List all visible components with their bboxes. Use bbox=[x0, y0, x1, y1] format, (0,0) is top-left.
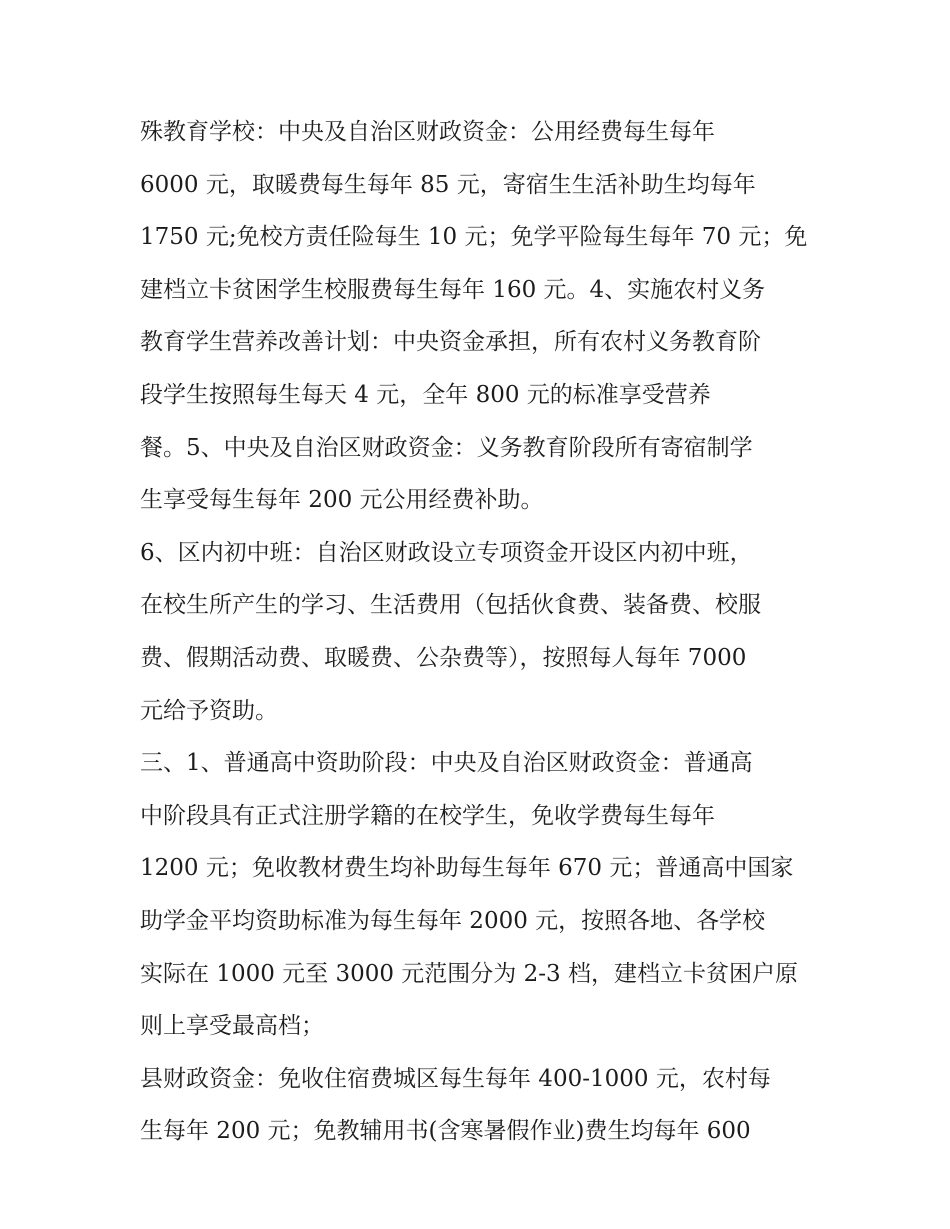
text-line: 1200 元；免收教材费生均补助每生每年 670 元；普通高中国家 bbox=[140, 855, 794, 882]
text-line: 建档立卡贫困学生校服费每生每年 160 元。4、实施农村义务 bbox=[140, 276, 766, 303]
text-line: 助学金平均资助标准为每生每年 2000 元，按照各地、各学校 bbox=[140, 907, 766, 934]
text-line: 生享受每生每年 200 元公用经费补助。 bbox=[140, 487, 544, 514]
text-line: 教育学生营养改善计划：中央资金承担，所有农村义务教育阶 bbox=[140, 329, 761, 356]
text-line: 则上享受最高档； bbox=[140, 1013, 324, 1040]
text-line: 6、区内初中班：自治区财政设立专项资金开设区内初中班， bbox=[140, 539, 753, 566]
text-line: 1750 元;免校方责任险每生 10 元；免学平险每生每年 70 元；免 bbox=[140, 224, 808, 251]
document-body bbox=[140, 106, 820, 1158]
text-line: 实际在 1000 元至 3000 元范围分为 2-3 档，建档立卡贫困户原 bbox=[140, 960, 798, 987]
text-line: 元给予资助。 bbox=[140, 697, 278, 724]
text-line: 三、1、普通高中资助阶段：中央及自治区财政资金：普通高 bbox=[140, 750, 753, 777]
text-line: 餐。5、中央及自治区财政资金：义务教育阶段所有寄宿制学 bbox=[140, 434, 753, 461]
text-line: 6000 元，取暖费每生每年 85 元，寄宿生生活补助生均每年 bbox=[140, 171, 756, 198]
text-line: 殊教育学校：中央及自治区财政资金：公用经费每生每年 bbox=[140, 119, 715, 145]
text-line: 生每年 200 元；免教辅用书(含寒暑假作业)费生均每年 600 bbox=[140, 1118, 751, 1145]
text-line: 费、假期活动费、取暖费、公杂费等），按照每人每年 7000 bbox=[140, 644, 747, 671]
text-line: 中阶段具有正式注册学籍的在校学生，免收学费每生每年 bbox=[140, 802, 715, 829]
text-line: 在校生所产生的学习、生活费用（包括伙食费、装备费、校服 bbox=[140, 592, 761, 619]
text-line: 段学生按照每生每天 4 元，全年 800 元的标准享受营养 bbox=[140, 381, 711, 408]
text-line: 县财政资金：免收住宿费城区每生每年 400-1000 元，农村每 bbox=[140, 1065, 771, 1092]
